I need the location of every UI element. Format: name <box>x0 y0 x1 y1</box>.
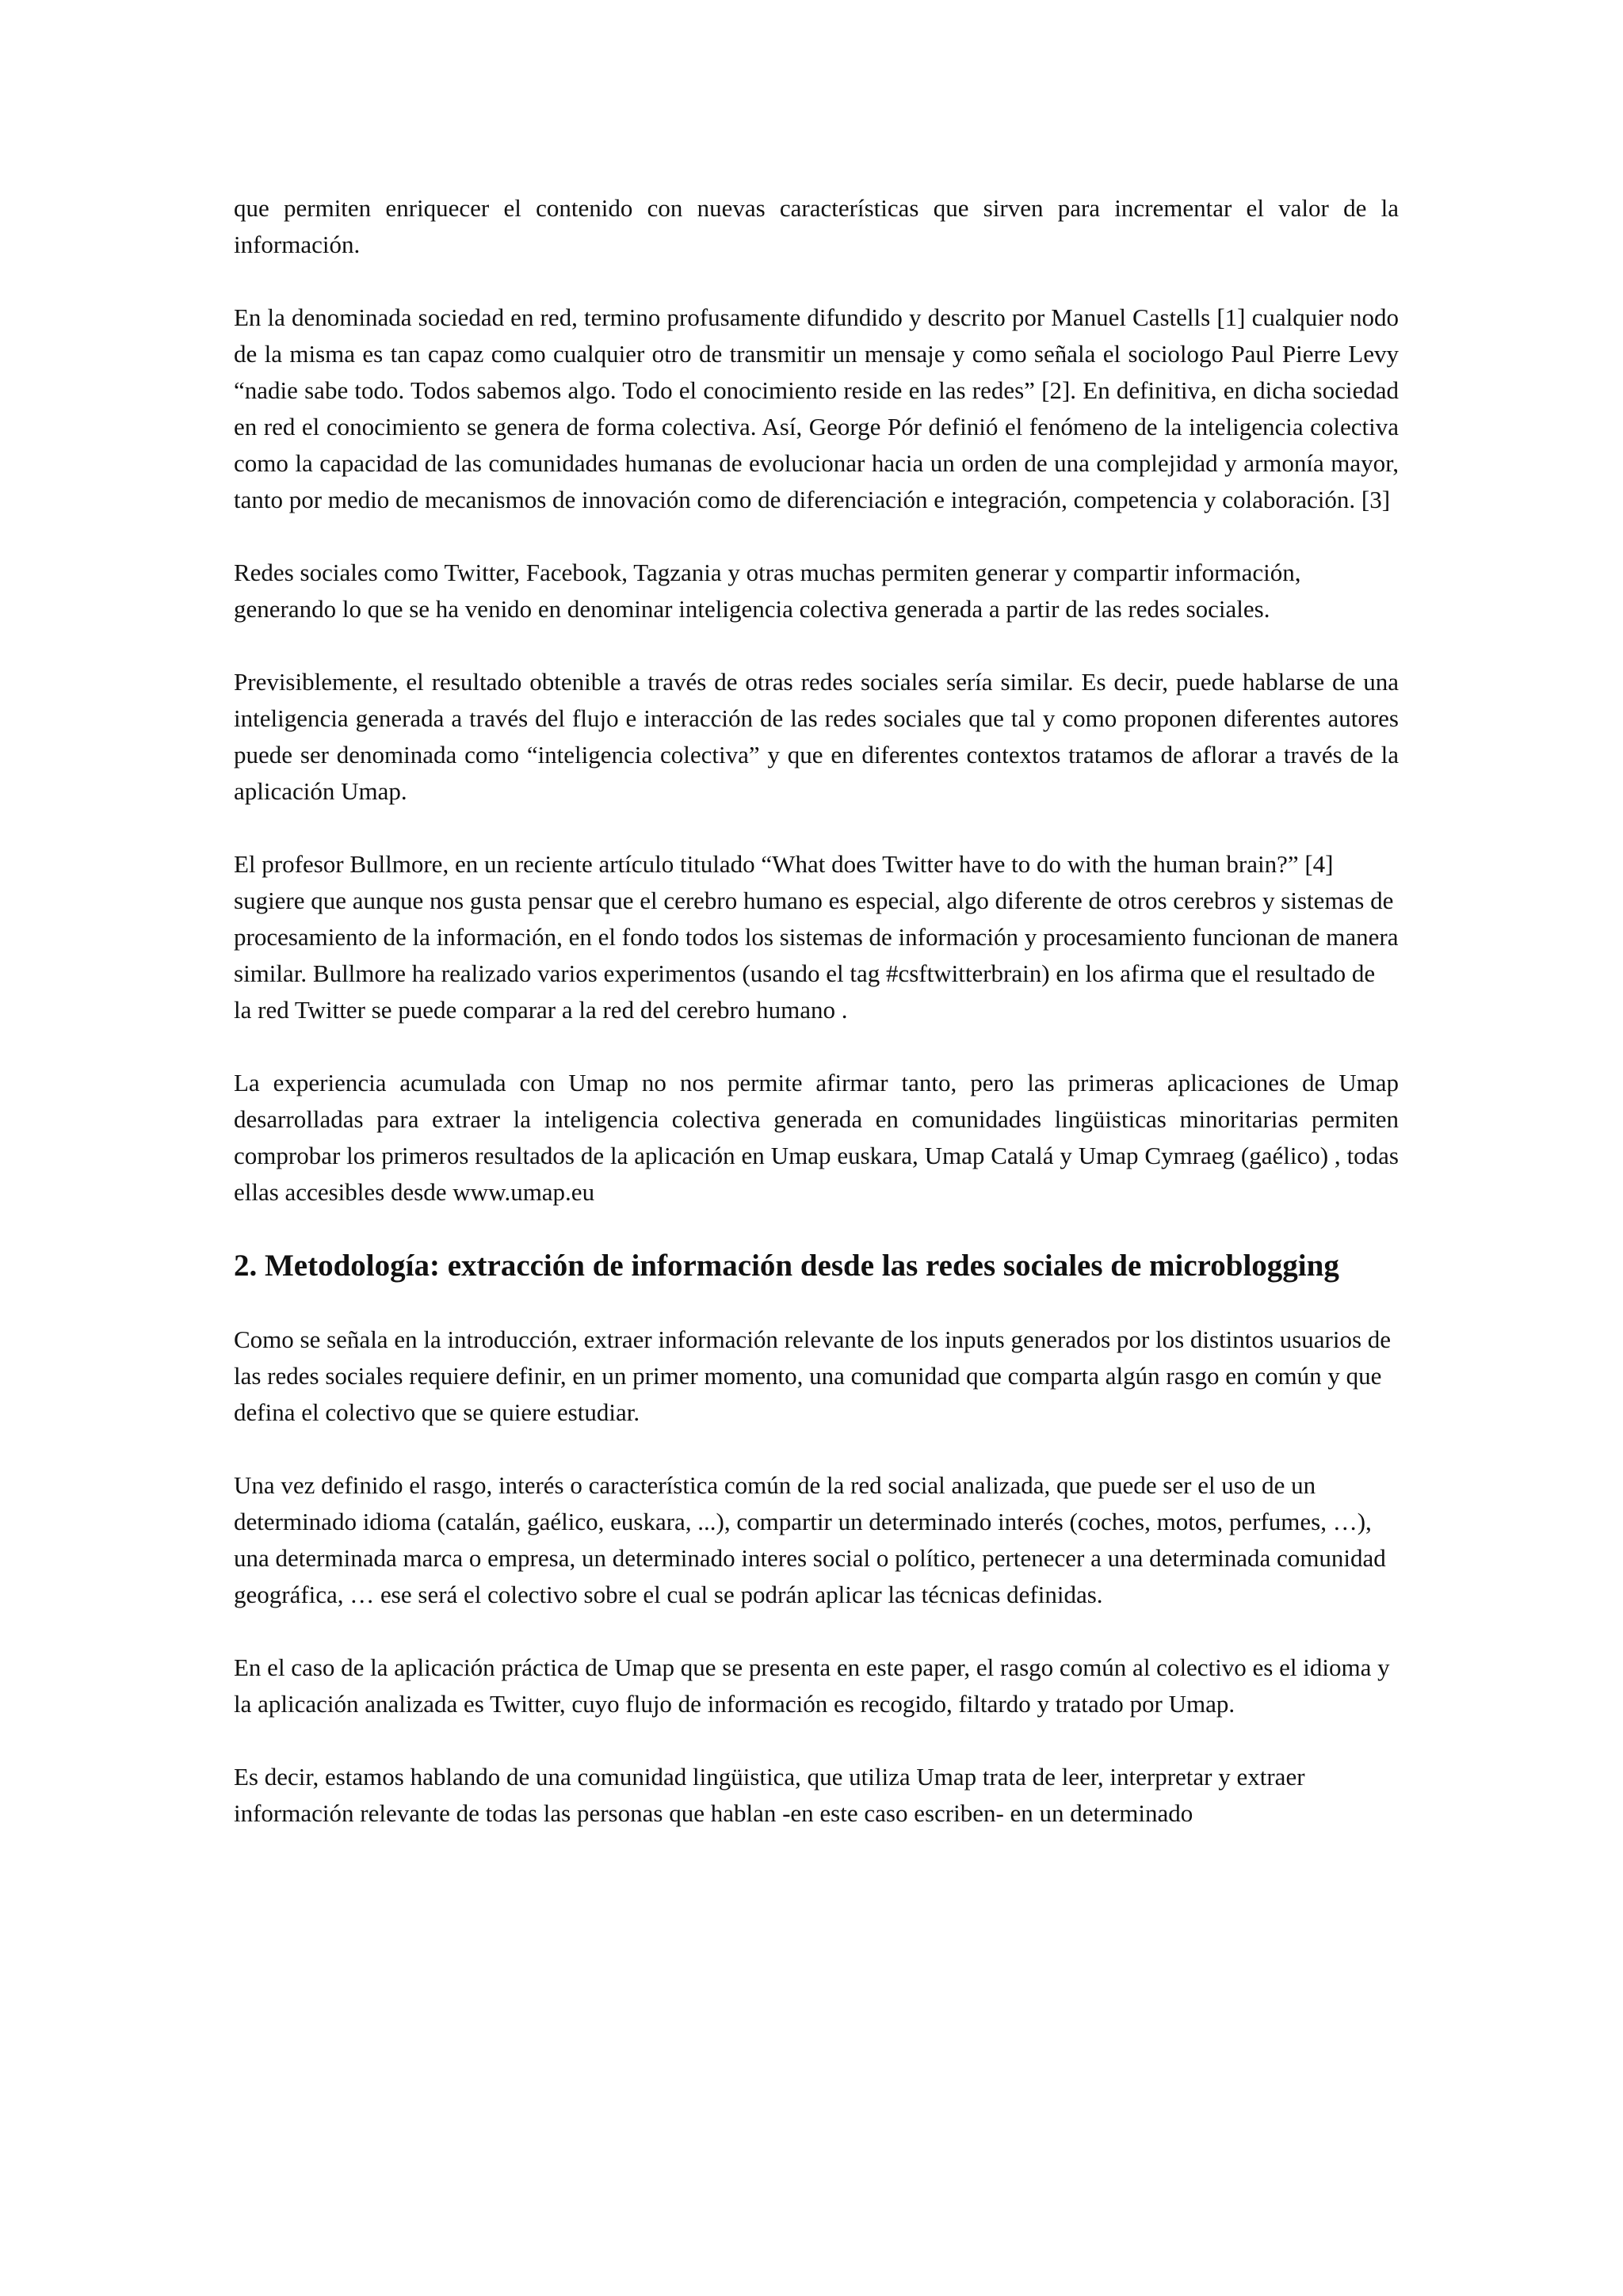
paragraph-linguistic-community: Es decir, estamos hablando de una comunidad lingüistica, que utiliza Umap trata de leer, interpretar y extraer información relevante de todas las personas que hablan -en este caso escriben- en un determinado <box>234 1763 1305 1827</box>
paragraph-collective-intelligence: Previsiblemente, el resultado obtenible a través de otras redes sociales sería similar. Es decir, puede hablarse de una inteligencia generada a través del flujo e interacción de las redes sociales que tal y como proponen diferentes autores puede ser denominada como “inteligencia colectiva” y que en diferentes contextos tratamos de aflorar a través de la aplicación Umap. <box>234 668 1399 805</box>
paragraph-practical-case: En el caso de la aplicación práctica de Umap que se presenta en este paper, el rasgo común al colectivo es el idioma y la aplicación analizada es Twitter, cuyo flujo de información es recogido, filtardo y tratado por Umap. <box>234 1653 1390 1718</box>
paragraph-bullmore: El profesor Bullmore, en un reciente artículo titulado “What does Twitter have to do with the human brain?” [4] sugiere que aunque nos gusta pensar que el cerebro humano es especial, algo diferente de otros cerebros y sistemas de procesamiento de la información, en el fondo todos los sistemas de información y procesamiento funcionan de manera similar. Bullmore ha realizado varios experimentos (usando el tag #csftwitterbrain) en los afirma que el resultado de la red Twitter se puede comparar a la red del cerebro humano . <box>234 850 1399 1024</box>
paragraph-social-networks: Redes sociales como Twitter, Facebook, Tagzania y otras muchas permiten generar y compartir información, generando lo que se ha venido en denominar inteligencia colectiva generada a partir de las redes sociales. <box>234 559 1301 623</box>
paragraph-methodology-intro: Como se señala en la introducción, extraer información relevante de los inputs generados por los distintos usuarios de las redes sociales requiere definir, en un primer momento, una comunidad que comparta algún rasgo en común y que defina el colectivo que se quiere estudiar. <box>234 1325 1392 1426</box>
paragraph-network-society: En la denominada sociedad en red, termino profusamente difundido y descrito por Manuel Castells [1] cualquier nodo de la misma es tan capaz como cualquier otro de transmitir un mensaje y como señala el sociologo Paul Pierre Levy “nadie sabe todo. Todos sabemos algo. Todo el conocimiento reside en las redes” [2]. En definitiva, en dicha sociedad en red el conocimiento se genera de forma colectiva. Así, George Pór definió el fenómeno de la inteligencia colectiva como la capacidad de las comunidades humanas de evolucionar hacia un orden de una complejidad y armonía mayor, tanto por medio de mecanismos de innovación como de diferenciación e integración, competencia y colaboración. [3] <box>234 303 1399 513</box>
document-body <box>234 190 1399 1868</box>
paragraph-umap-experience: La experiencia acumulada con Umap no nos permite afirmar tanto, pero las primeras aplicaciones de Umap desarrolladas para extraer la inteligencia colectiva generada en comunidades lingüisticas minoritarias permiten comprobar los primeros resultados de la aplicación en Umap euskara, Umap Catalá y Umap Cymraeg (gaélico) , todas ellas accesibles desde www.umap.eu <box>234 1069 1399 1206</box>
section-heading-methodology: 2. Metodología: extracción de información desde las redes sociales de microblogging <box>234 1249 1339 1283</box>
paragraph-common-trait: Una vez definido el rasgo, interés o característica común de la red social analizada, que puede ser el uso de un determinado idioma (catalán, gaélico, euskara, ...), compartir un determinado interés (coches, motos, perfumes, …), una determinada marca o empresa, un determinado interes social o político, pertenecer a una determinada comunidad geográfica, … ese será el colectivo sobre el cual se podrán aplicar las técnicas definidas. <box>234 1471 1386 1608</box>
paragraph-intro-continuation: que permiten enriquecer el contenido con nuevas características que sirven para incrementar el valor de la información. <box>234 194 1399 258</box>
